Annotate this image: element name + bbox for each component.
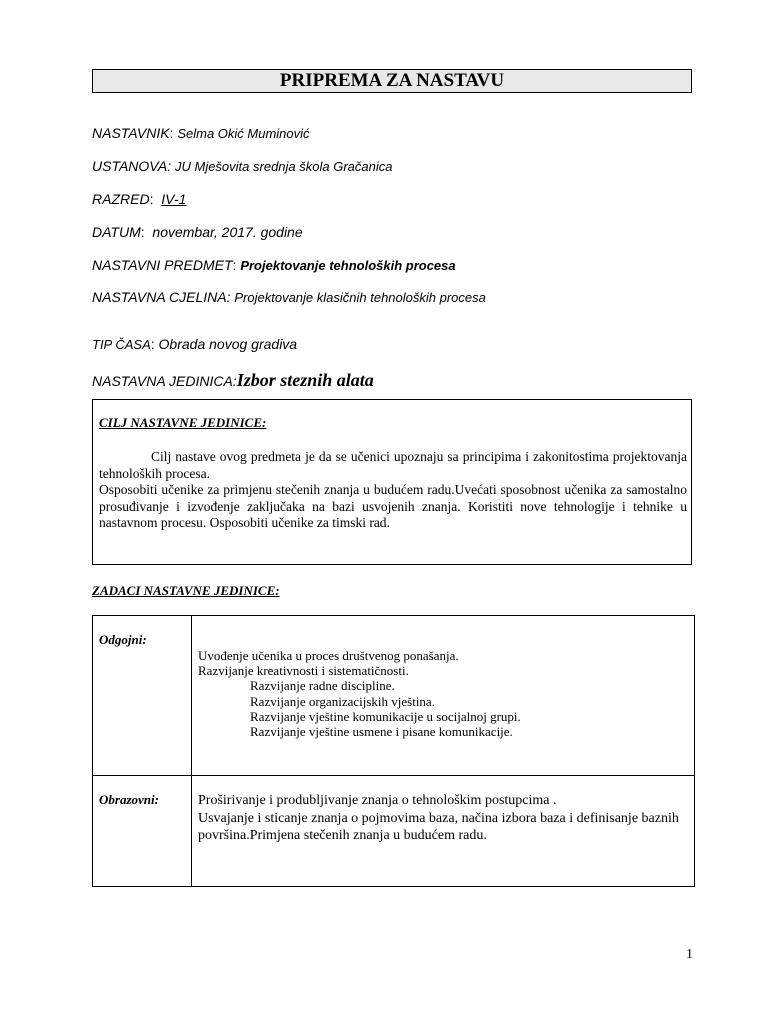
field-label: RAZRED	[92, 191, 150, 207]
field-nastavnik: NASTAVNIK: Selma Okić Muminović	[92, 125, 310, 141]
field-label: NASTAVNI PREDMET	[92, 257, 233, 273]
field-value: Projektovanje tehnoloških procesa	[240, 258, 456, 273]
table-cell	[192, 776, 695, 887]
field-label: NASTAVNA JEDINICA:	[92, 373, 237, 389]
table-cell	[93, 616, 192, 776]
goal-box	[92, 399, 692, 565]
field-label: USTANOVA:	[92, 158, 172, 174]
field-value: Selma Okić Muminović	[177, 126, 310, 141]
list-item: Usvajanje i sticanje znanja o pojmovima baza, načina izbora baza i definisanje baznih površina.Primjena stečenih znanja u budućem radu.	[198, 810, 679, 843]
field-ustanova	[92, 158, 392, 174]
field-label: DATUM	[92, 224, 141, 240]
field-value: Izbor steznih alata	[236, 370, 374, 390]
list-item: Razvijanje organizacijskih vještina.	[250, 693, 435, 709]
tasks-heading: ZADACI NASTAVNE JEDINICE:	[92, 583, 280, 598]
goal-text	[99, 449, 687, 532]
field-value: JU Mješovita srednja škola Gračanica	[174, 159, 393, 174]
page-number: 1	[686, 947, 693, 962]
document-title: PRIPREMA ZA NASTAVU	[92, 69, 692, 93]
field-label: TIP ČASA	[92, 337, 151, 352]
row-label-odgojni: Odgojni:	[99, 632, 147, 647]
field-datum: DATUM: novembar, 2017. godine	[92, 224, 303, 240]
field-label: NASTAVNA CJELINA:	[92, 289, 231, 305]
field-predmet: NASTAVNI PREDMET: Projektovanje tehnoloških procesa	[92, 257, 456, 273]
field-value: Obrada novog gradiva	[158, 336, 298, 352]
field-cjelina	[92, 289, 486, 305]
tasks-table	[92, 615, 695, 887]
table-row	[93, 616, 695, 776]
field-tip-casa: TIP ČASA: Obrada novog gradiva	[92, 336, 298, 352]
table-cell	[192, 616, 695, 776]
goal-heading: CILJ NASTAVNE JEDINICE:	[99, 415, 267, 430]
field-value: IV-1	[161, 191, 187, 207]
list-item: Proširivanje i produbljivanje znanja o tehnološkim postupcima .	[198, 793, 557, 808]
field-razred: RAZRED: IV-1	[92, 191, 187, 207]
field-label: NASTAVNIK	[92, 125, 170, 141]
list-item: Razvijanje kreativnosti i sistematičnosti.	[198, 663, 409, 679]
field-value: Projektovanje klasičnih tehnoloških procesa	[234, 290, 486, 305]
list-item: Razvijanje radne discipline.	[250, 678, 395, 694]
field-value: novembar, 2017. godine	[152, 224, 303, 240]
table-cell	[93, 776, 192, 887]
table-row	[93, 776, 695, 887]
goal-paragraph-1: Cilj nastave ovog predmeta je da se učenici upoznaju sa principima i zakonitostima projektovanja tehnoloških procesa.	[99, 449, 687, 481]
row-label-obrazovni: Obrazovni:	[99, 792, 159, 807]
list-item: Razvijanje vještine komunikacije u socijalnoj grupi.	[250, 708, 521, 724]
list-item: Razvijanje vještine usmene i pisane komunikacije.	[250, 724, 513, 740]
goal-paragraph-2: Osposobiti učenike za primjenu stečenih znanja u budućem radu.Uvećati sposobnost učenika za samostalno prosuđivanje i izvođenje zaključaka na bazi usvojenih znanja. Koristiti nove tehnologije i tehnike u nastavnom procesu. Osposobiti učenike za timski rad.	[99, 482, 687, 530]
list-item: Uvođenje učenika u proces društvenog ponašanja.	[198, 648, 459, 663]
field-jedinica	[92, 370, 374, 391]
